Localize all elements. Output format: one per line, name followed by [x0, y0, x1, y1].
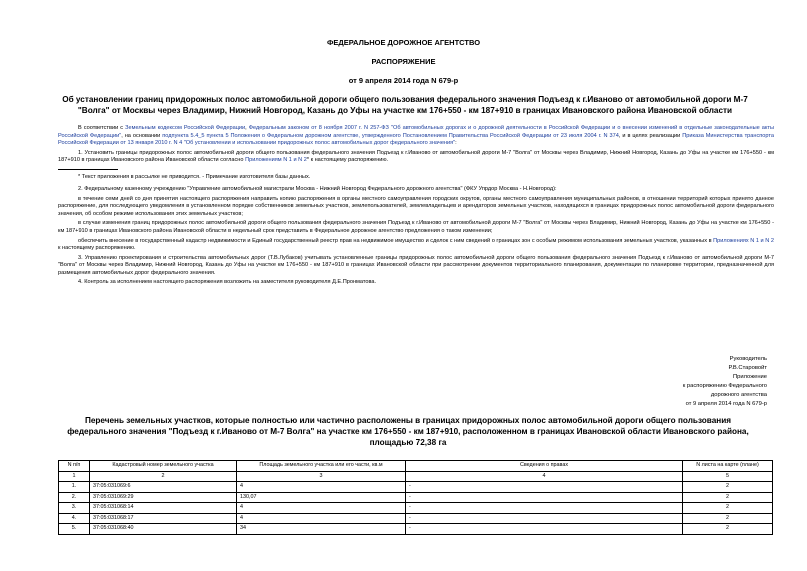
- ministry-order-link[interactable]: Приказа Министерства транспорта Российской Федерации от 13 января 2010 г. N 4 "Об установлении и использовании придорожных полос автомобильных дорог федерального значения": [58, 132, 775, 147]
- table-row: [59, 482, 773, 493]
- cell-rights: -: [406, 482, 683, 493]
- document-type: РАСПОРЯЖЕНИЕ: [371, 57, 436, 66]
- paragraph-2b: в случае изменения границ придорожных полос автомобильной дороги общего пользования федерального значения Подъезд к г.Иваново от автомобильной дороги М-7 "Волга" от Москвы через Владимир, Нижний Новгород, Казань до Уфы на участке км 176+550 - км 187+910 в границах Ивановского района Ивановской области в недельный срок представить в Федеральное дорожное агентство предложения о таком изменении;: [58, 220, 774, 235]
- cell-area: 34: [237, 524, 406, 535]
- cell-sheet: 2: [683, 492, 773, 503]
- cell-sheet: 2: [683, 524, 773, 535]
- header-number: N п/п: [59, 461, 90, 472]
- cell-area: 4: [237, 482, 406, 493]
- col-number: 3: [237, 471, 406, 482]
- cell-number: 2.: [59, 492, 90, 503]
- order-date-number: от 9 апреля 2014 года N 679-р: [348, 76, 459, 85]
- header-cadastral: Кадастровый номер земельного участка: [90, 461, 237, 472]
- cell-cadastral: 37:05:031069:6: [90, 482, 237, 493]
- intro-text: :: [455, 140, 457, 147]
- cell-cadastral: 37:05:031068:40: [90, 524, 237, 535]
- land-plots-table: [58, 460, 773, 535]
- table-header-row: [59, 461, 773, 472]
- land-code-link[interactable]: Земельным кодексом Российской Федерации: [125, 125, 246, 131]
- cell-cadastral: 37:05:031068:17: [90, 513, 237, 524]
- footnote-separator: [58, 169, 118, 170]
- col-number: 1: [59, 471, 90, 482]
- paragraph-2c: [58, 238, 774, 253]
- cell-rights: -: [406, 503, 683, 514]
- cell-sheet: 2: [683, 503, 773, 514]
- cell-rights: -: [406, 492, 683, 503]
- cell-cadastral: 37:05:031068:14: [90, 503, 237, 514]
- header-sheet: N листа на карте (плане): [683, 461, 773, 472]
- cell-rights: -: [406, 524, 683, 535]
- cell-number: 5.: [59, 524, 90, 535]
- col-number: 4: [406, 471, 683, 482]
- cell-number: 4.: [59, 513, 90, 524]
- appendix-to-order: к распоряжению Федерального: [682, 382, 767, 389]
- appendix-label: Приложение: [732, 373, 767, 380]
- paragraph-2: 2. Федеральному казенному учреждению "Управление автомобильной магистрали Москва - Нижний Новгород Федерального дорожного агентства" (ФКУ Упрдор Москва - Н.Новгород):: [78, 186, 557, 193]
- cell-area: 130,07: [237, 492, 406, 503]
- document-title: Об установлении границ придорожных полос автомобильной дороги общего пользования федерального значения Подъезд к г.Иваново от автомобильной дороги М-7 "Волга" от Москвы через Владимир, Нижний Новгород, Казань до Уфы на участке км 176+550 - км 187+910 в границах Ивановского района Ивановской области: [62, 95, 748, 115]
- paragraph-text: 1. Установить границы придорожных полос автомобильной дороги общего пользования федерального значения Подъезд к г.Иваново от автомобильной дороги М-7 "Волга" от Москвы через Владимир, Нижний Новгород, Казань до Уфы на участке км 176+550 - км 187+910 в границах Ивановского района Ивановской области согласно: [58, 149, 774, 164]
- document-body: [58, 125, 774, 289]
- signature-block: [587, 355, 767, 409]
- paragraph-text: к настоящему распоряжению.: [58, 245, 136, 252]
- cell-number: 1.: [59, 482, 90, 493]
- col-number: 5: [683, 471, 773, 482]
- paragraph-1: [58, 150, 774, 165]
- intro-text: , на основании: [121, 132, 163, 139]
- cell-number: 3.: [59, 503, 90, 514]
- signer-name: Р.В.Старовойт: [728, 364, 767, 371]
- col-number: 2: [90, 471, 237, 482]
- header-rights: Сведения о правах: [406, 461, 683, 472]
- intro-text: ,: [245, 125, 249, 131]
- paragraph-3: 3. Управлению проектирования и строительства автомобильных дорог (Т.В.Лубаков) учитывать установленные границы придорожных полос автомобильной дороги общего пользования федерального значения Подъезд к г.Иваново от автомобильной дороги М-7 "Волга" от Москвы через Владимир, Нижний Новгород, Казань до Уфы на участке км 176+550 - км 187+910 в границах Ивановской области при рассмотрении документов территориального планирования, документации по планировке территории, предназначенной для размещения автомобильных дорог федерального значения.: [58, 254, 774, 276]
- cell-rights: -: [406, 513, 683, 524]
- paragraph-text: * к настоящему распоряжению.: [306, 157, 389, 164]
- intro-text: В соответствии с: [78, 125, 126, 131]
- regulation-link[interactable]: подпункта 5.4_5 пункта 5 Положения о Федеральном дорожном агентстве, утвержденного Постановлением Правительства Российской Федерации от 23 июля 2004 г. N 374: [162, 132, 619, 139]
- cell-area: 4: [237, 503, 406, 514]
- header-area: Площадь земельного участка или его части, кв.м: [237, 461, 406, 472]
- intro-text: , и в целях реализации: [618, 132, 683, 139]
- table-row: [59, 524, 773, 535]
- appendix-agency: дорожного агентства: [710, 391, 767, 398]
- federal-law-link[interactable]: Федеральным законом от 8 ноября 2007 г. N 257-ФЗ "Об автомобильных дорогах и о дорожной деятельности в Российской Федерации и о внесении изменений в отдельные законодательные акты Российской Федерации": [58, 125, 775, 139]
- appendix-link-2[interactable]: Приложениях N 1 и N 2: [713, 237, 774, 244]
- appendix-title: Перечень земельных участков, которые полностью или частично расположены в границах придорожных полос автомобильной дороги общего пользования федерального значения "Подъезд к г.Иваново от М-7 Волга" на участке км 176+550 - км 187+910, расположенном в границах Ивановской области Ивановского района, площадью 72,38 га: [67, 416, 749, 447]
- appendix-date: от 9 апреля 2014 года N 679-р: [685, 400, 767, 407]
- table-row: [59, 513, 773, 524]
- signer-role: Руководитель: [729, 356, 767, 362]
- cell-sheet: 2: [683, 482, 773, 493]
- agency-name: ФЕДЕРАЛЬНОЕ ДОРОЖНОЕ АГЕНТСТВО: [326, 38, 481, 47]
- cell-area: 4: [237, 513, 406, 524]
- cell-cadastral: 37:05:031069:29: [90, 492, 237, 503]
- paragraph-4: 4. Контроль за исполнением настоящего распоряжения возложить на заместителя руководителя Д.Е.Пронматова.: [78, 279, 377, 286]
- table-row: [59, 503, 773, 514]
- table-row: [59, 492, 773, 503]
- cell-sheet: 2: [683, 513, 773, 524]
- footnote: * Текст приложения в рассылке не приводится. - Примечание изготовителя базы данных.: [78, 173, 311, 180]
- paragraph-2a: в течение семи дней со дня принятия настоящего распоряжения направить копию распоряжения в органы местного самоуправления городских округов, органы местного самоуправления муниципальных районов, в отношении территорий которых принято данное распоряжение, для последующего уведомления в установленном порядке собственников земельных участков, землепользователей, землевладельцев и арендаторов земельных участков, находящихся в границах придорожных полос автомобильной дороги федерального значения, об особом режиме использования этих земельных участков;: [58, 195, 774, 217]
- appendix-link[interactable]: Приложениям N 1 и N 2: [245, 157, 307, 164]
- intro-paragraph: [58, 125, 774, 148]
- column-number-row: [59, 471, 773, 482]
- paragraph-text: обеспечить внесение в государственный кадастр недвижимости и Единый государственный реестр прав на недвижимое имущество и сделок с ним сведений о границах зон с особым режимом использования земельных участков, указанных в: [78, 237, 714, 244]
